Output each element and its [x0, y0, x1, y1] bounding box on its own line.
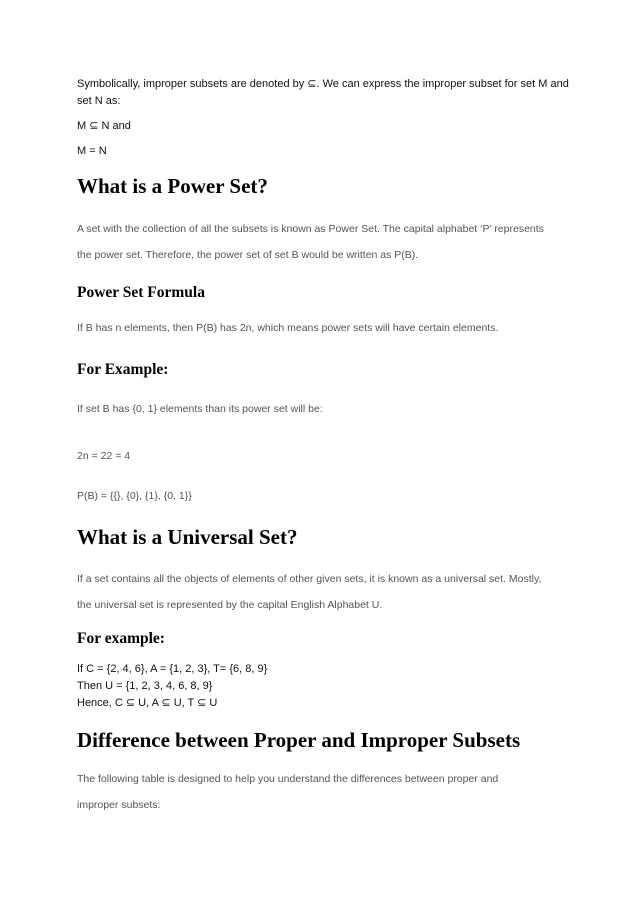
intro-paragraph	[77, 76, 569, 110]
difference-heading: Difference between Proper and Improper Subsets	[77, 728, 521, 752]
example-line: Then U = {1, 2, 3, 4, 6, 8, 9}	[77, 680, 213, 692]
universal-set-heading: What is a Universal Set?	[77, 525, 298, 549]
example-line: Hence, C ⊆ U, A ⊆ U, T ⊆ U	[77, 697, 218, 709]
universal-set-example	[77, 661, 563, 712]
example-line: If C = {2, 4, 6}, A = {1, 2, 3}, T= {6, 8, 9}	[77, 663, 268, 675]
power-set-calculation: 2n = 22 = 4	[77, 450, 131, 462]
power-set-result: P(B) = {{}, {0}, {1}, {0, 1}}	[77, 490, 192, 502]
universal-set-example-heading: For example:	[77, 630, 165, 647]
power-set-heading: What is a Power Set?	[77, 174, 268, 198]
power-set-formula-text: If B has n elements, then P(B) has 2n, which means power sets will have certain elements.	[77, 322, 499, 334]
power-set-example-heading: For Example:	[77, 361, 169, 378]
power-set-formula-heading: Power Set Formula	[77, 284, 205, 301]
universal-set-paragraph	[77, 566, 563, 618]
power-set-paragraph	[77, 216, 563, 268]
equation-equal: M = N	[77, 145, 107, 157]
intro-line: Symbolically, improper subsets are denoted by ⊆. We can express the improper subset for set M and	[77, 78, 569, 90]
intro-line: set N as:	[77, 95, 121, 107]
equation-subset: M ⊆ N and	[77, 120, 131, 132]
paragraph-line: the universal set is represented by the capital English Alphabet U.	[77, 599, 383, 611]
paragraph-line: improper subsets:	[77, 799, 161, 811]
paragraph-line: If a set contains all the objects of elements of other given sets, it is known as a universal set. Mostly,	[77, 573, 542, 585]
difference-paragraph	[77, 766, 563, 818]
paragraph-line: The following table is designed to help you understand the differences between proper and	[77, 773, 499, 785]
power-set-example-line: If set B has {0, 1} elements than its power set will be:	[77, 403, 323, 415]
paragraph-line: A set with the collection of all the subsets is known as Power Set. The capital alphabet ‘P’ represents	[77, 223, 544, 235]
paragraph-line: the power set. Therefore, the power set of set B would be written as P(B).	[77, 249, 419, 261]
